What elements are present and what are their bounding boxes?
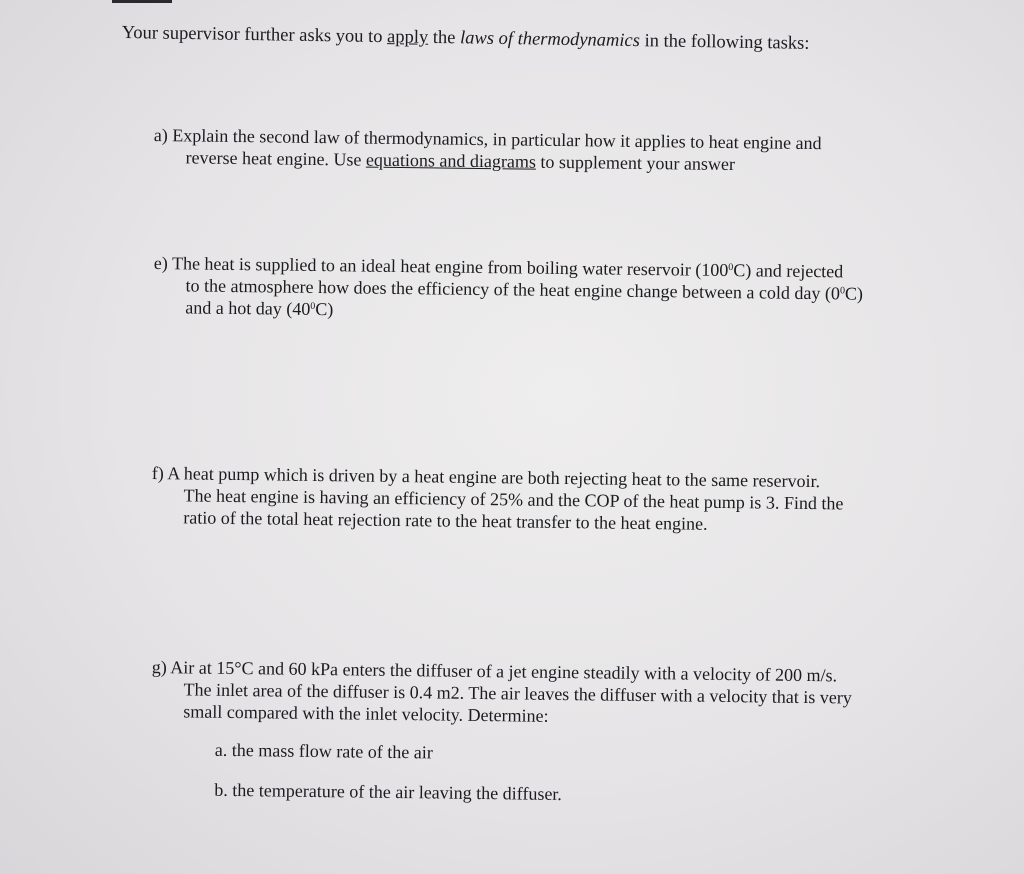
top-edge-strip bbox=[112, 0, 172, 3]
intro-text-end: in the following tasks: bbox=[639, 31, 810, 54]
task-e-line-1-end: C) and rejected bbox=[733, 260, 844, 282]
task-g-sub-b: b. the temperature of the air leaving the diffuser. bbox=[214, 779, 563, 805]
laws-phrase: laws of thermodynamics bbox=[459, 28, 641, 52]
task-e bbox=[153, 252, 863, 327]
task-f bbox=[151, 462, 844, 536]
task-e-line-3-end: C) bbox=[315, 298, 334, 320]
task-f-line-3: ratio of the total heat rejection rate to the heat transfer to the heat engine. bbox=[183, 507, 708, 534]
task-e-line-3-start: and a hot day (40 bbox=[185, 297, 311, 319]
task-g-sub-a: a. the mass flow rate of the air bbox=[214, 739, 433, 763]
intro-text-mid: the bbox=[428, 27, 461, 49]
task-f-line-2: The heat engine is having an efficiency of 25% and the COP of the heat pump is 3. Find the bbox=[183, 485, 844, 514]
task-e-line-1-start: e) The heat is supplied to an ideal heat engine from boiling water reservoir (100 bbox=[153, 252, 729, 281]
degree-superscript: 0 bbox=[728, 262, 734, 274]
apply-word: apply bbox=[386, 27, 429, 48]
degree-superscript: 0 bbox=[310, 300, 316, 312]
task-e-line-2-start: to the atmosphere how does the efficiency of the heat engine change between a cold day (0 bbox=[185, 275, 841, 304]
intro-text-start: Your supervisor further asks you to bbox=[121, 22, 388, 48]
task-a-line-2-start: reverse heat engine. Use bbox=[185, 147, 367, 170]
degree-superscript: 0 bbox=[839, 285, 846, 297]
task-a-line-2-end: to supplement your answer bbox=[535, 151, 736, 175]
equations-diagrams-phrase: equations and diagrams bbox=[365, 149, 537, 172]
task-e-line-2-end: C) bbox=[844, 283, 864, 304]
task-g bbox=[150, 656, 852, 809]
task-g-line-1: g) Air at 15°C and 60 kPa enters the diffuser of a jet engine steadily with a velocity of 200 m/s. bbox=[151, 656, 838, 686]
task-a-line-1: a) Explain the second law of thermodynamics, in particular how it applies to heat engine and bbox=[153, 124, 822, 154]
intro-sentence bbox=[122, 22, 810, 55]
task-g-line-3: small compared with the inlet velocity. Determine: bbox=[183, 701, 549, 726]
task-g-line-2: The inlet area of the diffuser is 0.4 m2. The air leaves the diffuser with a velocity that is very bbox=[183, 679, 852, 708]
task-a bbox=[153, 124, 821, 176]
task-f-line-1: f) A heat pump which is driven by a heat engine are both rejecting heat to the same reservoir. bbox=[151, 462, 821, 492]
